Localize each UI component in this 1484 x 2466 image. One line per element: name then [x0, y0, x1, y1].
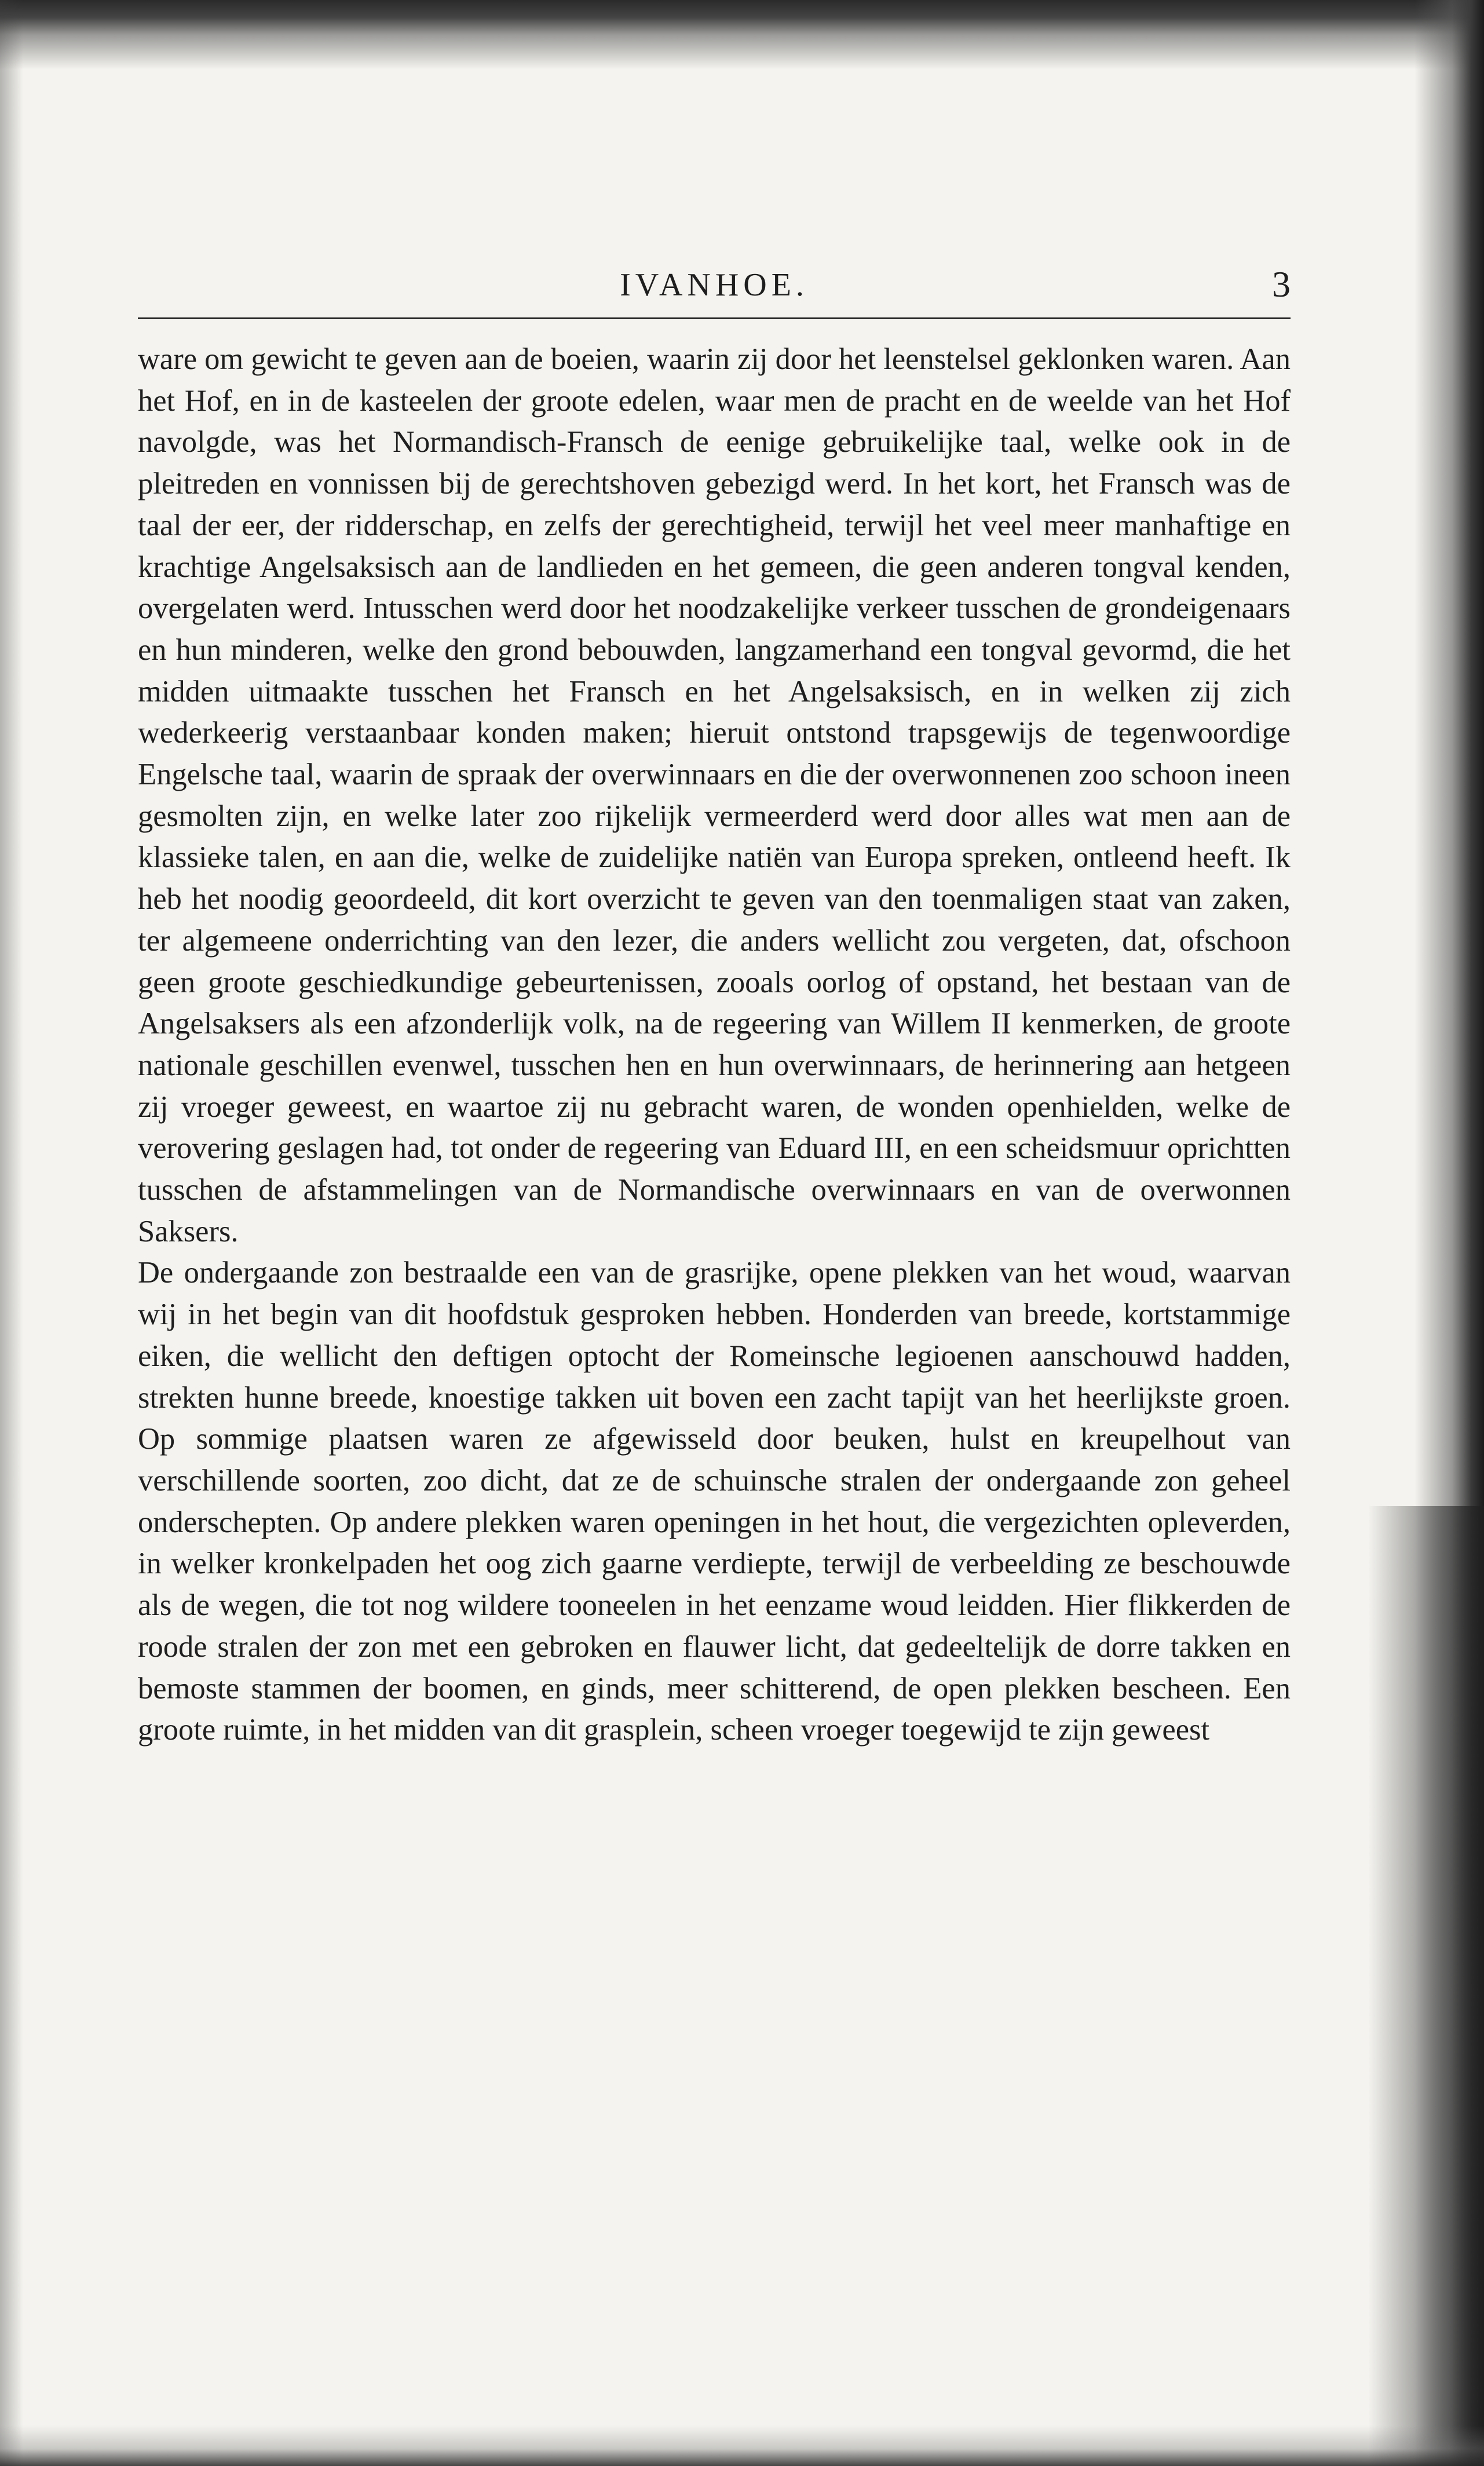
scan-bottom-shadow: [0, 2425, 1484, 2466]
paragraph-1: ware om gewicht te geven aan de boeien, waarin zij door het leenstelsel geklonken waren. Aan het Hof, en in de kasteelen der groote edelen, waar men de pracht en de weelde van het Hof navolgde, was het Normandisch-Fransch de eenige gebruikelijke taal, welke ook in de pleitreden en vonnissen bij de gerechtshoven gebezigd werd. In het kort, het Fransch was de taal der eer, der ridderschap, en zelfs der gerechtigheid, terwijl het veel meer manhaftige en krachtige Angelsaksisch aan de landlieden en het gemeen, die geen anderen tongval kenden, overgelaten werd. Intusschen werd door het noodzakelijke verkeer tusschen de grondeigenaars en hun minderen, welke den grond bebouwden, langzamerhand een tongval gevormd, die het midden uitmaakte tusschen het Fransch en het Angelsaksisch, en in welken zij zich wederkeerig verstaanbaar konden maken; hieruit ontstond trapsgewijs de tegenwoordige Engelsche taal, waarin de spraak der overwinnaars en die der overwonnenen zoo schoon ineen gesmolten zijn, en welke later zoo rijkelijk vermeerderd werd door alles wat men aan de klassieke talen, en aan die, welke de zuidelijke natiën van Europa spreken, ontleend heeft. Ik heb het noodig geoordeeld, dit kort overzicht te geven van den toenmaligen staat van zaken, ter algemeene onderrichting van den lezer, die anders wellicht zou vergeten, dat, ofschoon geen groote geschiedkundige gebeurtenissen, zooals oorlog of opstand, het bestaan van de Angelsaksers als een afzonderlijk volk, na de regeering van Willem II kenmerken, de groote nationale geschillen evenwel, tusschen hen en hun overwinnaars, de herinnering aan hetgeen zij vroeger geweest, en waartoe zij nu gebracht waren, de wonden openhielden, welke de verovering geslagen had, tot onder de regeering van Eduard III, en een scheidsmuur oprichtten tusschen de afstammelingen van de Normandische overwinnaars en van de overwonnen Saksers.: [138, 342, 1291, 1248]
body-text: [138, 339, 1291, 1751]
scan-right-edge-lower: [1368, 1506, 1484, 2466]
page-number: 3: [1272, 264, 1291, 305]
scan-left-edge: [0, 0, 23, 2466]
running-title: IVANHOE.: [620, 267, 809, 303]
scan-top-shadow: [0, 0, 1484, 70]
page-header: [138, 255, 1291, 313]
paragraph-2: De ondergaande zon bestraalde een van de grasrijke, opene plekken van het woud, waarvan wij in het begin van dit hoofdstuk gesproken hebben. Honderden van breede, kortstammige eiken, die wellicht den deftigen optocht der Romeinsche legioenen aanschouwd hadden, strekten hunne breede, knoestige takken uit boven een zacht tapijt van het heerlijkste groen. Op sommige plaatsen waren ze afgewisseld door beuken, hulst en kreupelhout van verschillende soorten, zoo dicht, dat ze de schuinsche stralen der ondergaande zon geheel onderschepten. Op andere plekken waren openingen in het hout, die vergezichten opleverden, in welker kronkelpaden het oog zich gaarne verdiepte, terwijl de verbeelding ze beschouwde als de wegen, die tot nog wildere tooneelen in het eenzame woud leidden. Hier flikkerden de roode stralen der zon met een gebroken en flauwer licht, dat gedeeltelijk de dorre takken en bemoste stammen der boomen, en ginds, meer schitterend, de open plekken bescheen. Een groote ruimte, in het midden van dit grasplein, scheen vroeger toegewijd te zijn geweest: [138, 1256, 1291, 1747]
header-rule: [138, 317, 1291, 319]
